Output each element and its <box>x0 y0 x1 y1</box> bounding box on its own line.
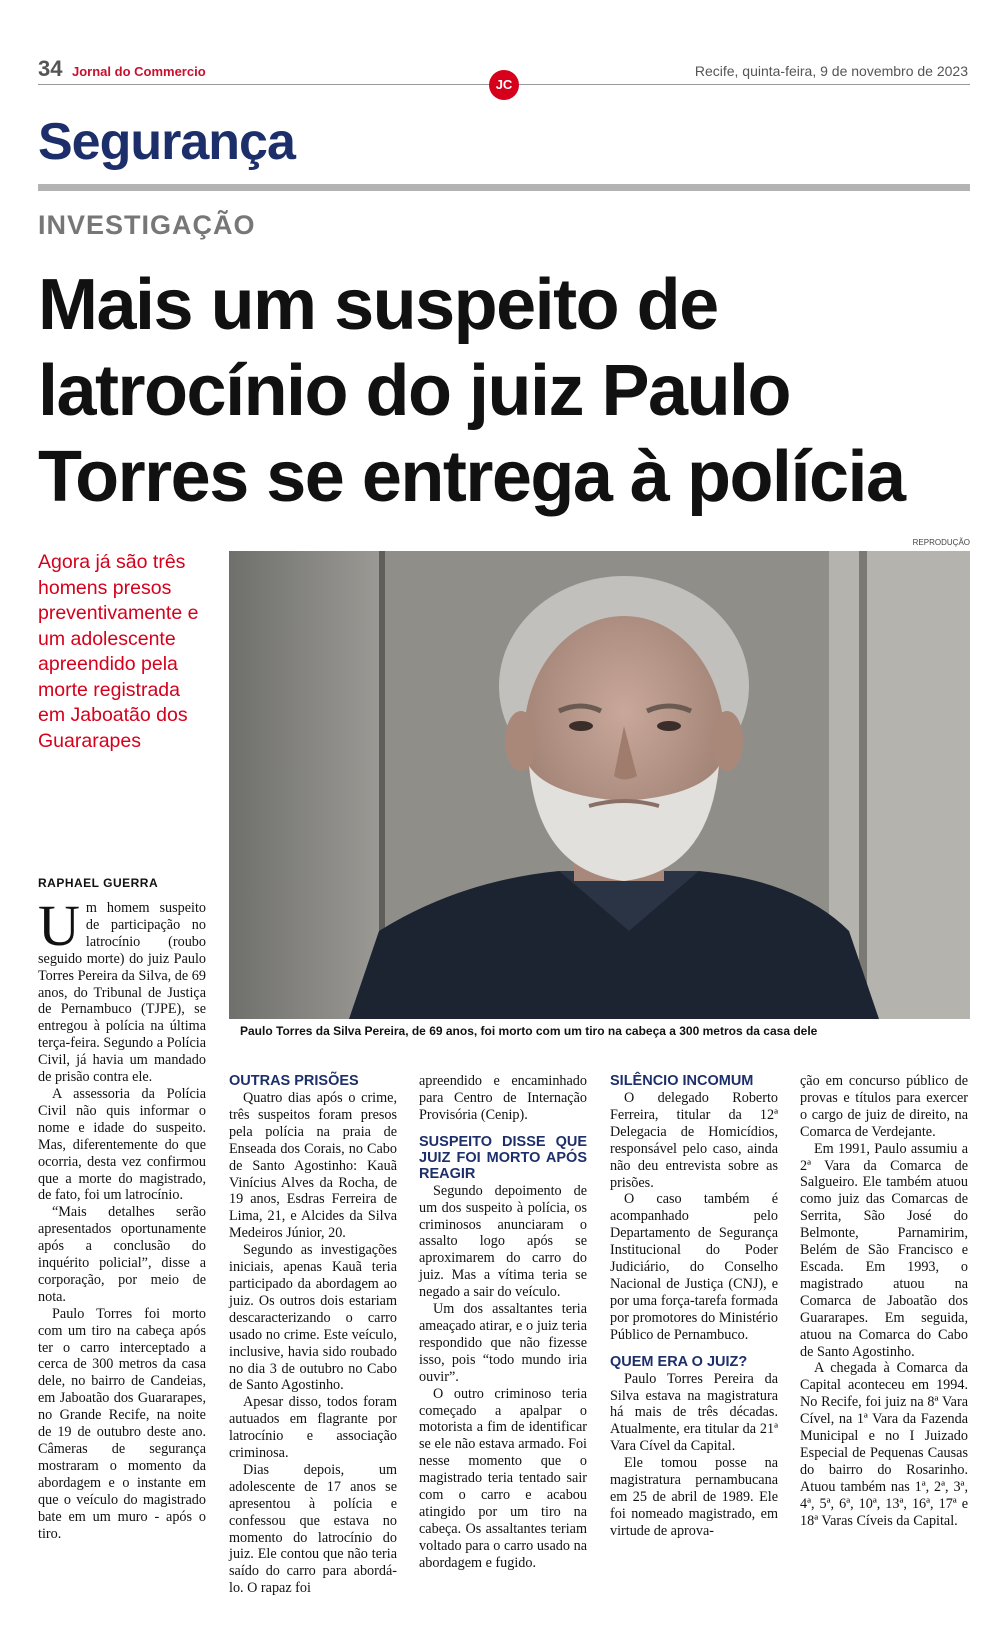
paragraph: Paulo Torres Pereira da Silva estava na magistratura há mais de três décadas. Atualmente, era titular da 21ª Vara Cível da Capital. <box>610 1370 778 1455</box>
newspaper-name: Jornal do Commercio <box>72 64 206 79</box>
subheading-silencio: SILÊNCIO INCOMUM <box>610 1073 754 1089</box>
paragraph: “Mais detalhes serão apresentados oportunamente após a conclusão do inquérito policial”, disse a corporação, por meio de nota. <box>38 1204 206 1305</box>
portrait-illustration <box>229 551 970 1019</box>
kicker: INVESTIGAÇÃO <box>38 210 256 240</box>
paragraph: Segundo depoimento de um dos suspeito à polícia, os criminosos anunciaram o assalto logo após se aproximarem do carro do juiz. Mas a vítima teria se negado a sair do veículo. <box>419 1182 587 1301</box>
paragraph: apreendido e encaminhado para Centro de Internação Provisória (Cenip). <box>419 1073 587 1123</box>
paragraph: O outro criminoso teria começado a apalpar o motorista a fim de identificar se ele não estava armado. Foi nesse momento que o magistrado teria tentado sair com o carro e acabou atingido por um tiro na cabeça. Os assaltantes teriam voltado para o carro usado na abordagem e fugido. <box>419 1385 587 1571</box>
article-photo <box>229 551 970 1019</box>
article-column-5 <box>800 1073 968 1529</box>
paragraph: O caso também é acompanhado pelo Departamento de Segurança Institucional do Poder Judiciário, do Conselho Nacional de Justiça (CNJ), e por uma força-tarefa formada por promotores do Ministério Público de Pernambuco. <box>610 1191 778 1343</box>
paragraph: ção em concurso público de provas e títulos para exercer o cargo de juiz de direito, na Comarca de Verdejante. <box>800 1073 968 1140</box>
subheading-outras-prisoes: OUTRAS PRISÕES <box>229 1073 359 1089</box>
article-column-4 <box>610 1073 778 1540</box>
paragraph: Um dos assaltantes teria ameaçado atirar, e o juiz teria respondido que não fizesse isso, pois “todo mundo iria ouvir”. <box>419 1301 587 1385</box>
byline: RAPHAEL GUERRA <box>38 876 159 890</box>
paragraph: m homem suspeito de participação no latrocínio (roubo seguido morte) do juiz Paulo Torres Pereira da Silva, de 69 anos, do Tribunal de Justiça de Pernambuco (TJPE), se entregou à polícia na última terça-feira. Segundo a Polícia Civil, já havia um mandado de prisão contra ele. <box>38 900 206 1086</box>
photo-caption: Paulo Torres da Silva Pereira, de 69 anos, foi morto com um tiro na cabeça a 300 metros da casa dele <box>240 1024 818 1038</box>
section-divider <box>38 184 970 191</box>
article-column-1 <box>38 893 206 1542</box>
photo-credit: REPRODUÇÃO <box>912 538 970 547</box>
paragraph: Dias depois, um adolescente de 17 anos se apresentou à polícia e confessou que estava no momento do latrocínio do juiz. Ele contou que não teria saído do carro para abordá-lo. O rapaz foi <box>229 1461 397 1597</box>
dateline: Recife, quinta-feira, 9 de novembro de 2023 <box>694 63 968 79</box>
paragraph: Apesar disso, todos foram autuados em flagrante por latrocínio e associação criminosa. <box>229 1394 397 1462</box>
article-column-2 <box>229 1073 397 1597</box>
subheading-suspeito: SUSPEITO DISSE QUE JUIZ FOI MORTO APÓS REAGIR <box>419 1133 587 1182</box>
article-column-3 <box>419 1073 587 1572</box>
deck-subheadline: Agora já são três homens presos preventivamente e um adolescente apreendido pela morte registrada em Jaboatão dos Guararapes <box>38 551 199 752</box>
paragraph: O delegado Roberto Ferreira, titular da 12ª Delegacia de Homicídios, responsável pelo caso, ainda não deu entrevista sobre as prisões. <box>610 1090 778 1191</box>
paragraph: A assessoria da Polícia Civil não quis informar o nome e idade do suspeito. Mas, diferentemente do que ocorria, desta vez confirmou que a morte do magistrado, de fato, foi um latrocínio. <box>38 1085 206 1204</box>
headline: Mais um suspeito de latrocínio do juiz Paulo Torres se entrega à polícia <box>38 265 905 517</box>
drop-cap: U <box>38 893 80 958</box>
paragraph: Quatro dias após o crime, três suspeitos foram presos pela polícia na praia de Enseada dos Corais, no Cabo de Santo Agostinho: Kauã Vinícius Alves da Rocha, de 19 anos, Esdras Ferreira de Lima, 21, e Alcides da Silva Medeiros Júnior, 20. <box>229 1090 397 1242</box>
paragraph: Em 1991, Paulo assumiu a 2ª Vara da Comarca de Salgueiro. Ele também atuou como juiz das Comarcas de Serrita, São José do Belmonte, Parnamirim, Belém de São Francisco e Escada. Em 1993, o magistrado atuou na Comarca de Jaboatão dos Guararapes. Em seguida, atuou na Comarca do Cabo de Santo Agostinho. <box>800 1140 968 1360</box>
subheading-quem-era: QUEM ERA O JUIZ? <box>610 1353 748 1370</box>
section-title: Segurança <box>38 113 295 171</box>
paragraph: Segundo as investigações iniciais, apenas Kauã teria participado da abordagem ao juiz. Os outros dois estariam descaracterizando o carro usado no crime. Este veículo, inclusive, havia sido roubado no dia 3 de outubro no Cabo de Santo Agostinho. <box>229 1242 397 1394</box>
jc-logo: JC <box>489 70 519 100</box>
page-number: 34 <box>38 56 63 81</box>
paragraph: Paulo Torres foi morto com um tiro na cabeça após ter o carro interceptado a cerca de 300 metros da casa dele, no bairro de Candeias, em Jaboatão dos Guararapes, no Grande Recife, na noite de 19 de outubro deste ano. Câmeras de segurança mostraram o momento da abordagem e o instante em que o veículo do magistrado bate em um muro - após o tiro. <box>38 1305 206 1542</box>
paragraph: Ele tomou posse na magistratura pernambucana em 25 de abril de 1989. Ele foi nomeado magistrado, em virtude de aprova- <box>610 1455 778 1539</box>
paragraph: A chegada à Comarca da Capital aconteceu em 1994. No Recife, foi juiz na 8ª Vara Cível, na 1ª Vara da Fazenda Municipal e no I Juizado Especial de Pequenas Causas do bairro do Rosarinho. Atuou também nas 1ª, 2ª, 3ª, 4ª, 5ª, 6ª, 10ª, 13ª, 16ª, 17ª e 18ª Varas Cíveis da Capital. <box>800 1360 968 1529</box>
